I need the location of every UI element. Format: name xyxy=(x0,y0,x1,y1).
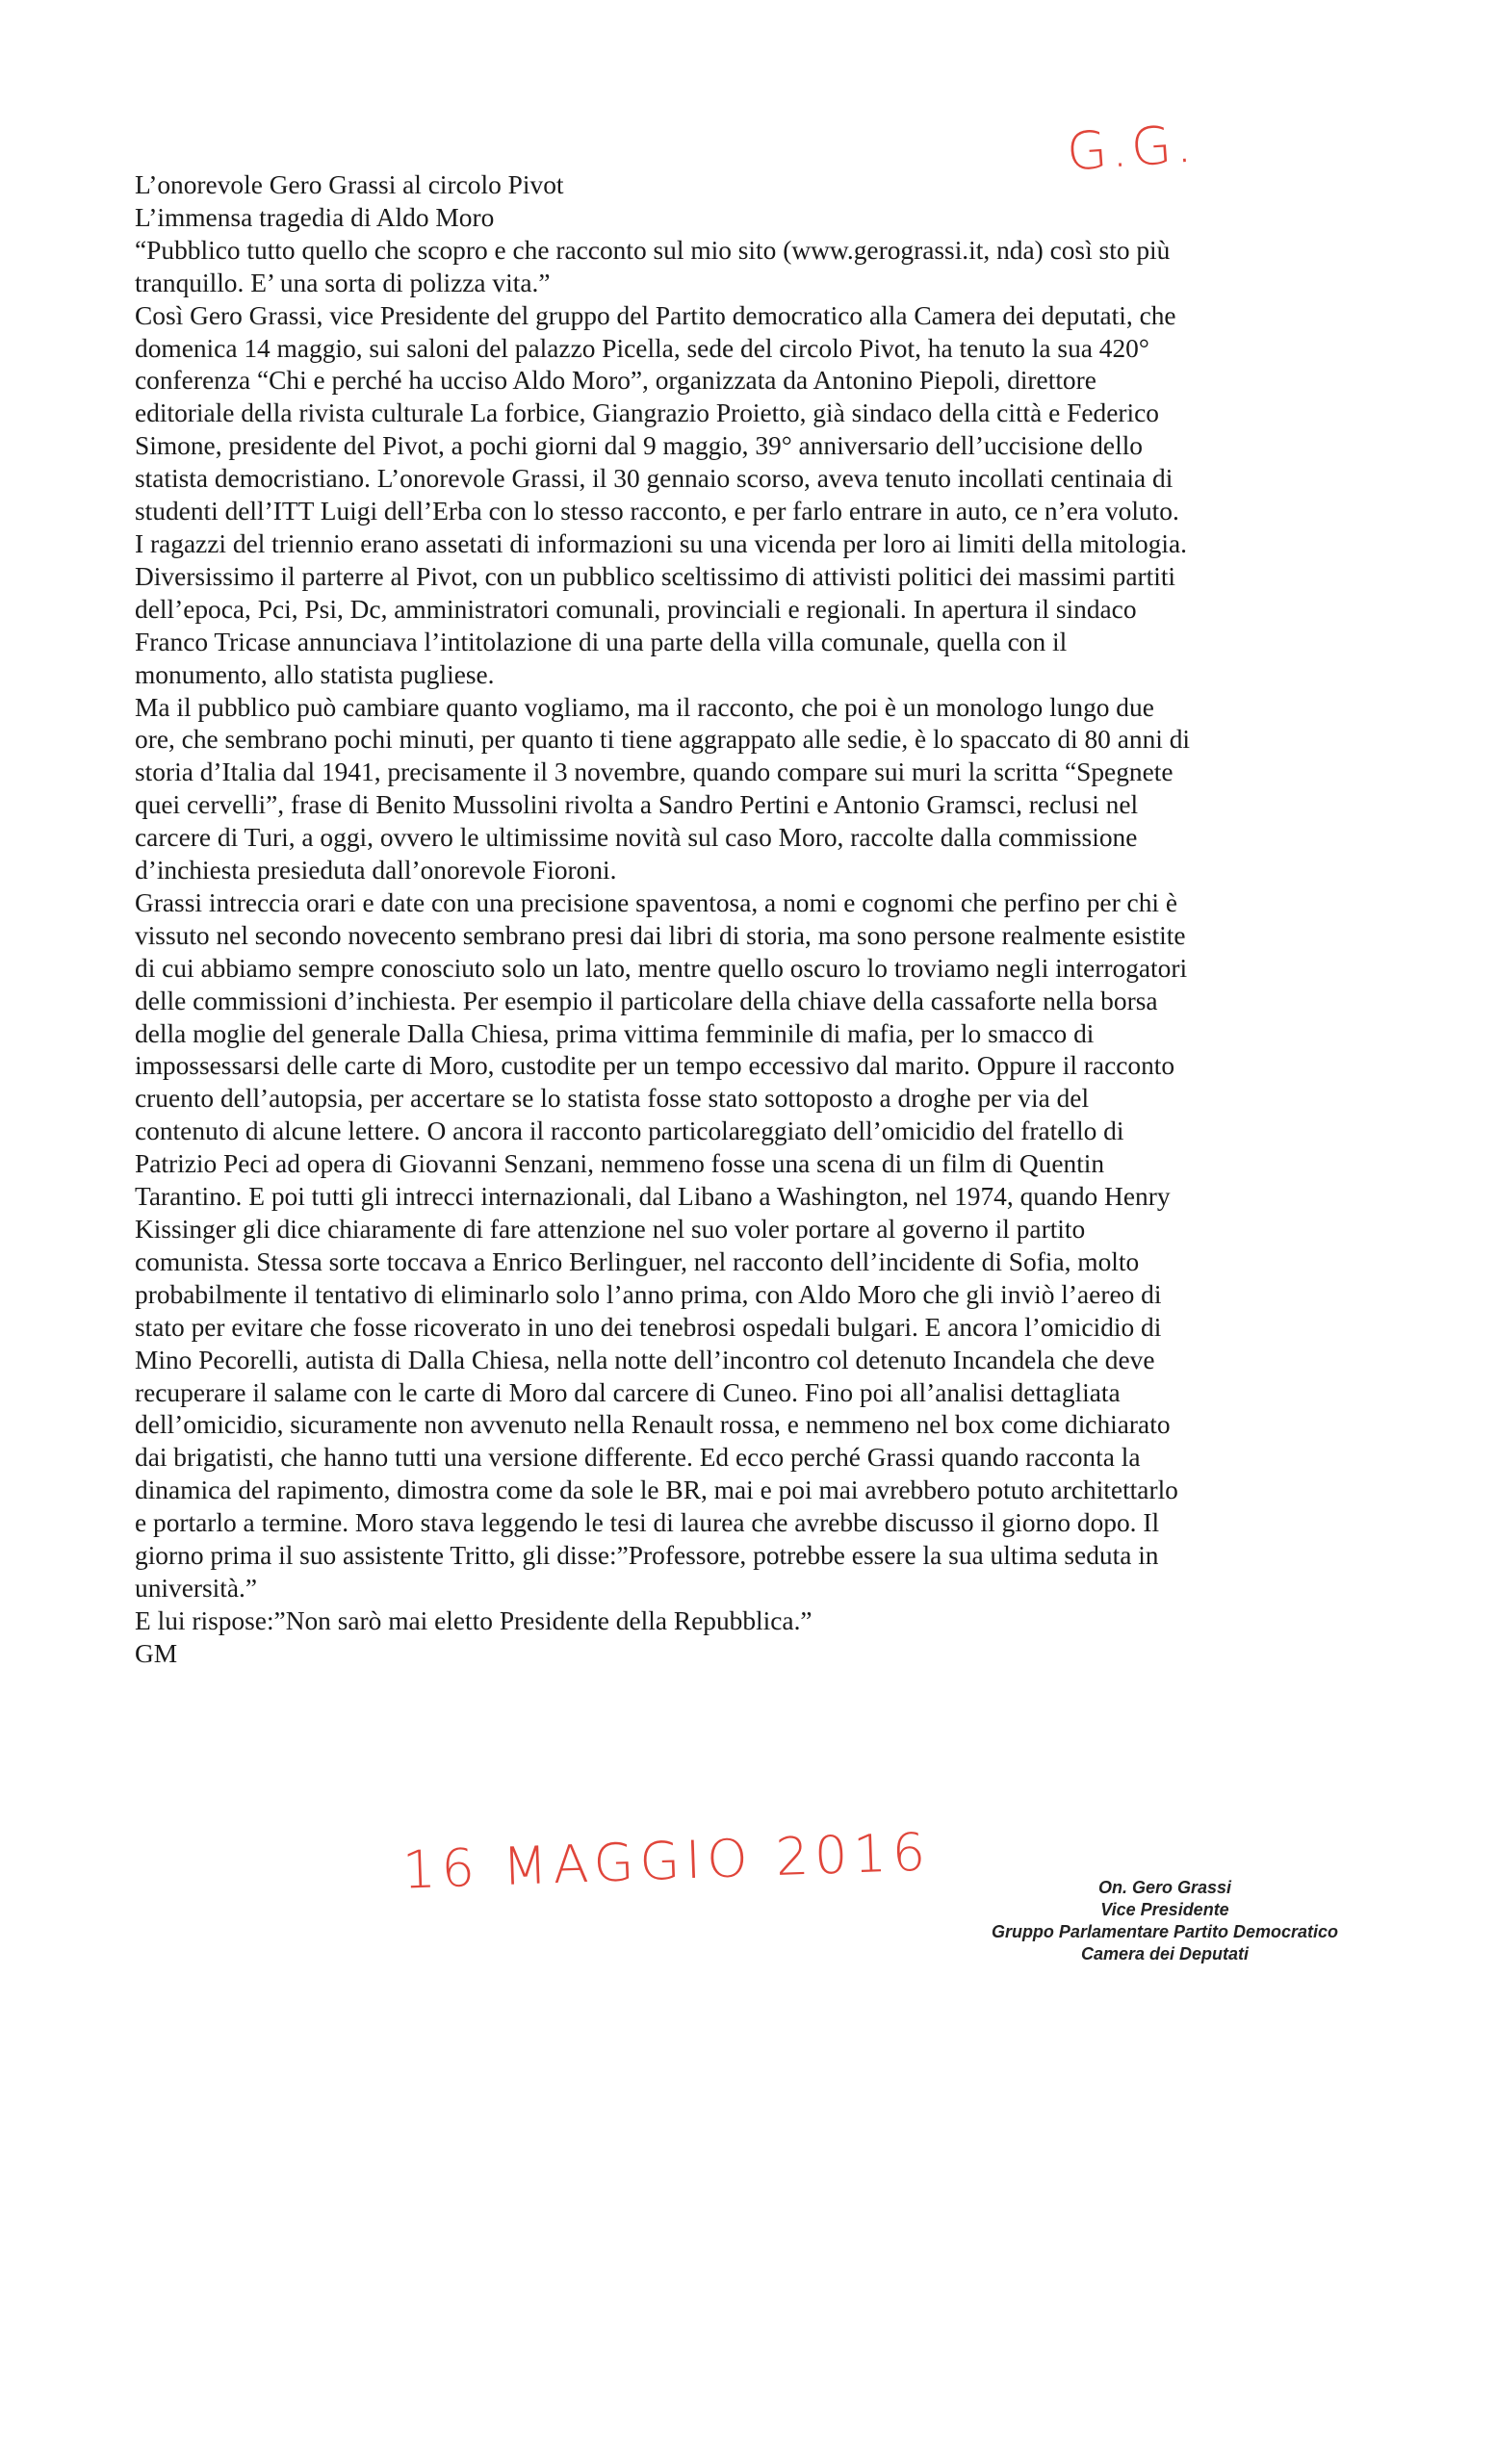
article-line: dell’omicidio, sicuramente non avvenuto nella Renault rossa, e nemmeno nel box come dichiarato xyxy=(135,1410,1171,1440)
article-line: di cui abbiamo sempre conosciuto solo un lato, mentre quello oscuro lo troviamo negli interrogatori xyxy=(135,953,1188,983)
article-line: probabilmente il tentativo di eliminarlo solo l’anno prima, con Aldo Moro che gli inviò l’aereo di xyxy=(135,1279,1162,1309)
article-line: stato per evitare che fosse ricoverato in uno dei tenebrosi ospedali bulgari. E ancora l’omicidio di xyxy=(135,1312,1162,1342)
article-line: cruento dell’autopsia, per accertare se lo statista fosse stato sottoposto a droghe per via del xyxy=(135,1084,1090,1114)
article-line: “Pubblico tutto quello che scopro e che racconto sul mio sito (www.gerograssi.it, nda) così sto più xyxy=(135,235,1171,265)
signature-name: On. Gero Grassi xyxy=(1097,1878,1232,1897)
article-line: ore, che sembrano pochi minuti, per quanto ti tiene aggrappato alle sedie, è lo spaccato di 80 anni di xyxy=(135,725,1191,755)
handwritten-initials: G.G. xyxy=(1064,113,1199,183)
article-line: GM xyxy=(135,1638,178,1668)
article-line: editoriale della rivista culturale La forbice, Giangrazio Proietto, già sindaco della città e Federico xyxy=(135,398,1159,428)
handwritten-date: 16 MAGGIO 2016 xyxy=(401,1821,933,1901)
article-line: Tarantino. E poi tutti gli intrecci internazionali, dal Libano a Washington, nel 1974, quando Henry xyxy=(135,1182,1171,1212)
article-line: Kissinger gli dice chiaramente di fare attenzione nel suo voler portare al governo il partito xyxy=(135,1215,1086,1244)
article-line: dell’epoca, Pci, Psi, Dc, amministratori comunali, provinciali e regionali. In apertura il sindaco xyxy=(135,594,1137,624)
signature-block xyxy=(953,1877,1377,1965)
article-line: Franco Tricase annunciava l’intitolazione di una parte della villa comunale, quella con il xyxy=(135,627,1068,656)
article-line: delle commissioni d’inchiesta. Per esempio il particolare della chiave della cassaforte nella borsa xyxy=(135,986,1158,1015)
article-line: vissuto nel secondo novecento sembrano presi dai libri di storia, ma sono persone realmente esistite xyxy=(135,920,1186,950)
article-line: statista democristiano. L’onorevole Grassi, il 30 gennaio scorso, aveva tenuto incollati centinaia di xyxy=(135,464,1174,494)
article-line: università.” xyxy=(135,1573,258,1603)
signature-chamber: Camera dei Deputati xyxy=(1080,1944,1250,1964)
article-line: L’immensa tragedia di Aldo Moro xyxy=(135,202,495,232)
article-line: Ma il pubblico può cambiare quanto vogliamo, ma il racconto, che poi è un monologo lungo due xyxy=(135,692,1154,722)
article-line: conferenza “Chi e perché ha ucciso Aldo Moro”, organizzata da Antonino Piepoli, direttore xyxy=(135,366,1096,396)
article-line: e portarlo a termine. Moro stava leggendo le tesi di laurea che avrebbe discusso il giorno dopo. Il xyxy=(135,1508,1160,1538)
article-line: carcere di Turi, a oggi, ovvero le ultimissime novità sul caso Moro, raccolte dalla commissione xyxy=(135,823,1138,853)
article-line: Simone, presidente del Pivot, a pochi giorni dal 9 maggio, 39° anniversario dell’uccisione dello xyxy=(135,431,1143,461)
article-line: Patrizio Peci ad opera di Giovanni Senzani, nemmeno fosse una scena di un film di Quentin xyxy=(135,1149,1105,1179)
article-line: contenuto di alcune lettere. O ancora il racconto particolareggiato dell’omicidio del fratello di xyxy=(135,1116,1124,1146)
article-line: impossessarsi delle carte di Moro, custodite per un tempo eccessivo dal marito. Oppure il racconto xyxy=(135,1051,1175,1081)
article-line: domenica 14 maggio, sui saloni del palazzo Picella, sede del circolo Pivot, ha tenuto la sua 420° xyxy=(135,333,1149,363)
article-line: Così Gero Grassi, vice Presidente del gruppo del Partito democratico alla Camera dei deputati, che xyxy=(135,300,1176,330)
signature-group: Gruppo Parlamentare Partito Democratico xyxy=(991,1922,1339,1941)
article-line: giorno prima il suo assistente Tritto, gli disse:”Professore, potrebbe essere la sua ultima seduta in xyxy=(135,1541,1159,1571)
article-line: dinamica del rapimento, dimostra come da sole le BR, mai e poi mai avrebbero potuto architettarlo xyxy=(135,1476,1178,1505)
signature-role: Vice Presidente xyxy=(1100,1900,1229,1919)
article-line: E lui rispose:”Non sarò mai eletto Presidente della Repubblica.” xyxy=(135,1605,812,1635)
article-line: d’inchiesta presieduta dall’onorevole Fioroni. xyxy=(135,856,617,886)
article-line: recuperare il salame con le carte di Moro dal carcere di Cuneo. Fino poi all’analisi dettagliata xyxy=(135,1377,1121,1407)
article-line: comunista. Stessa sorte toccava a Enrico Berlinguer, nel racconto dell’incidente di Sofia, molto xyxy=(135,1246,1140,1276)
article-line: tranquillo. E’ una sorta di polizza vita.” xyxy=(135,268,551,297)
article-line: studenti dell’ITT Luigi dell’Erba con lo stesso racconto, e per farlo entrare in auto, ce n’era voluto. xyxy=(135,497,1179,526)
article-line: Grassi intreccia orari e date con una precisione spaventosa, a nomi e cognomi che perfino per chi è xyxy=(135,887,1178,917)
article-line: dai brigatisti, che hanno tutti una versione differente. Ed ecco perché Grassi quando racconta la xyxy=(135,1443,1141,1473)
article-body xyxy=(135,169,1338,1671)
article-line: Mino Pecorelli, autista di Dalla Chiesa, nella notte dell’incontro col detenuto Incandela che deve xyxy=(135,1345,1155,1374)
article-line: I ragazzi del triennio erano assetati di informazioni su una vicenda per loro ai limiti della mitologia. xyxy=(135,528,1187,558)
article-line: quei cervelli”, frase di Benito Mussolini rivolta a Sandro Pertini e Antonio Gramsci, reclusi nel xyxy=(135,790,1139,820)
article-line: L’onorevole Gero Grassi al circolo Pivot xyxy=(135,170,564,199)
article-line: monumento, allo statista pugliese. xyxy=(135,659,495,689)
article-line: storia d’Italia dal 1941, precisamente il 3 novembre, quando compare sui muri la scritta “Spegnete xyxy=(135,757,1174,787)
article-line: Diversissimo il parterre al Pivot, con un pubblico sceltissimo di attivisti politici dei massimi partiti xyxy=(135,561,1176,591)
article-line: della moglie del generale Dalla Chiesa, prima vittima femminile di mafia, per lo smacco di xyxy=(135,1018,1095,1048)
